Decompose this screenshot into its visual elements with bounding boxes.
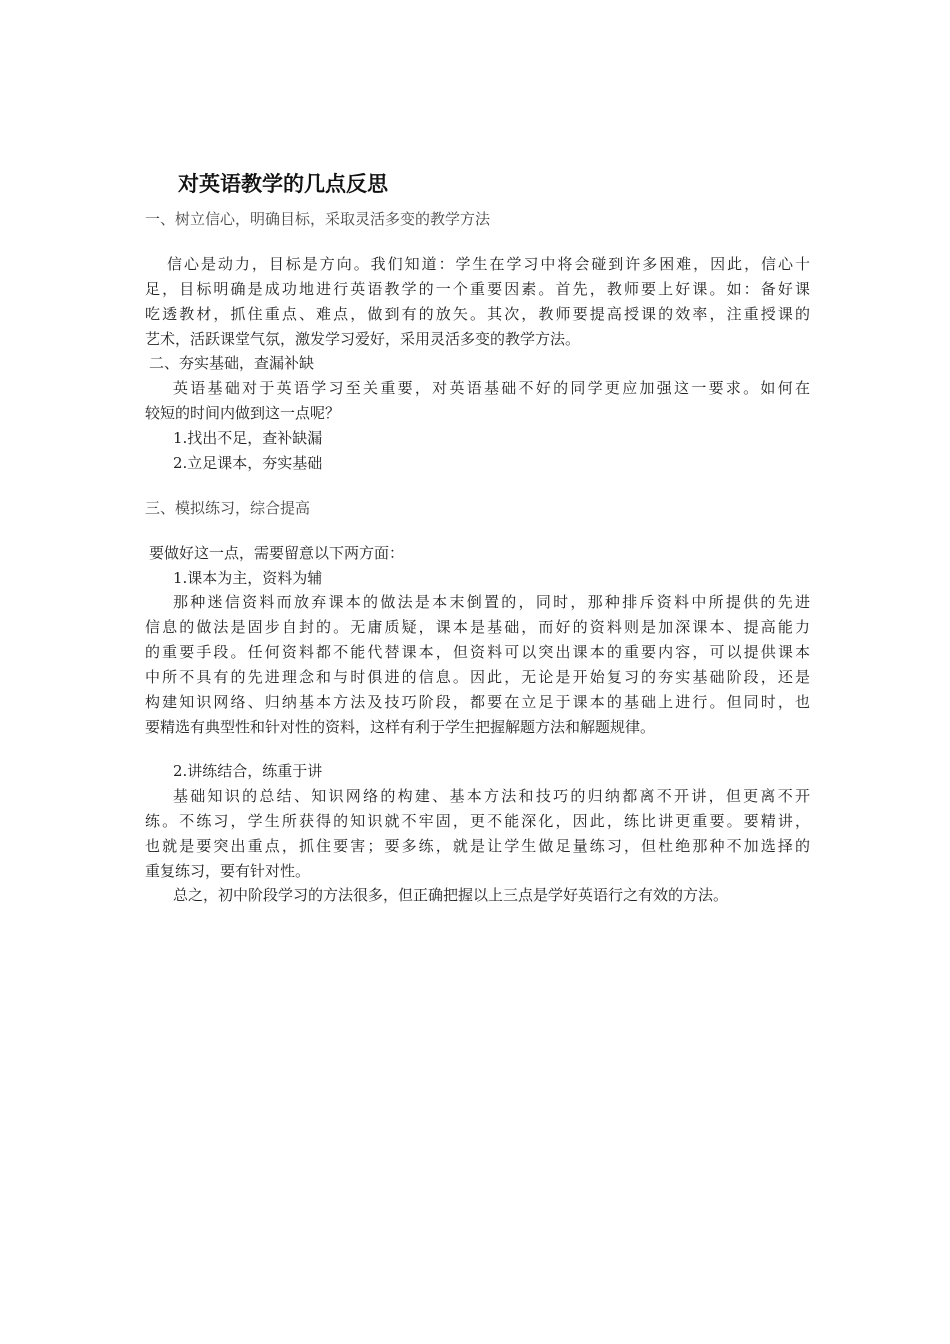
section3-item2-line-3: 也就是要突出重点，抓住要害；要多练，就是让学生做足量练习，但杜绝那种不加选择的 [145,837,810,855]
section3-conclusion: 总之，初中阶段学习的方法很多，但正确把握以上三点是学好英语行之有效的方法。 [173,886,729,904]
section3-item1-line-1: 那种迷信资料而放弃课本的做法是本末倒置的，同时，那种排斥资料中所提供的先进 [173,593,810,611]
section3-item1-title: 1.课本为主，资料为辅 [173,569,323,587]
section3-item1-line-4: 中所不具有的先进理念和与时俱进的信息。因此，无论是开始复习的夯实基础阶段，还是 [145,668,810,686]
section2-line-1: 英语基础对于英语学习至关重要，对英语基础不好的同学更应加强这一要求。如何在 [173,379,810,397]
section3-item1-line-3: 的重要手段。任何资料都不能代替课本，但资料可以突出课本的重要内容，可以提供课本 [145,643,810,661]
section2-heading: 二、夯实基础，查漏补缺 [149,354,315,372]
section1-heading: 一、树立信心，明确目标，采取灵活多变的教学方法 [145,210,491,228]
section3-item2-line-1: 基础知识的总结、知识网络的构建、基本方法和技巧的归纳都离不开讲，但更离不开 [173,787,810,805]
section3-item2-line-2: 练。不练习，学生所获得的知识就不牢固，更不能深化，因此，练比讲更重要。要精讲， [145,812,810,830]
section1-line-3: 吃透教材，抓住重点、难点，做到有的放矢。其次，教师要提高授课的效率，注重授课的 [145,305,810,323]
section1-line-4: 艺术，活跃课堂气氛，激发学习爱好，采用灵活多变的教学方法。 [145,330,581,348]
section1-line-2: 足，目标明确是成功地进行英语教学的一个重要因素。首先，教师要上好课。如：备好课 [145,280,810,298]
section3-item2-title: 2.讲练结合，练重于讲 [173,762,323,780]
section2-line-2: 较短的时间内做到这一点呢？ [145,404,341,422]
section2-item-2: 2.立足课本，夯实基础 [173,454,323,472]
section2-item-1: 1.找出不足，查补缺漏 [173,429,323,447]
section3-item2-line-4: 重复练习，要有针对性。 [145,862,311,880]
document-title: 对英语教学的几点反思 [178,172,388,196]
section1-line-1: 信心是动力，目标是方向。我们知道：学生在学习中将会碰到许多困难，因此，信心十 [167,255,810,273]
section3-heading: 三、模拟练习，综合提高 [145,499,311,517]
section3-intro: 要做好这一点，需要留意以下两方面： [149,544,405,562]
section3-item1-line-2: 信息的做法是固步自封的。无庸质疑，课本是基础，而好的资料则是加深课本、提高能力 [145,618,810,636]
section3-item1-line-5: 构建知识网络、归纳基本方法及技巧阶段，都要在立足于课本的基础上进行。但同时，也 [145,693,810,711]
section3-item1-line-6: 要精选有典型性和针对性的资料，这样有利于学生把握解题方法和解题规律。 [145,718,656,736]
